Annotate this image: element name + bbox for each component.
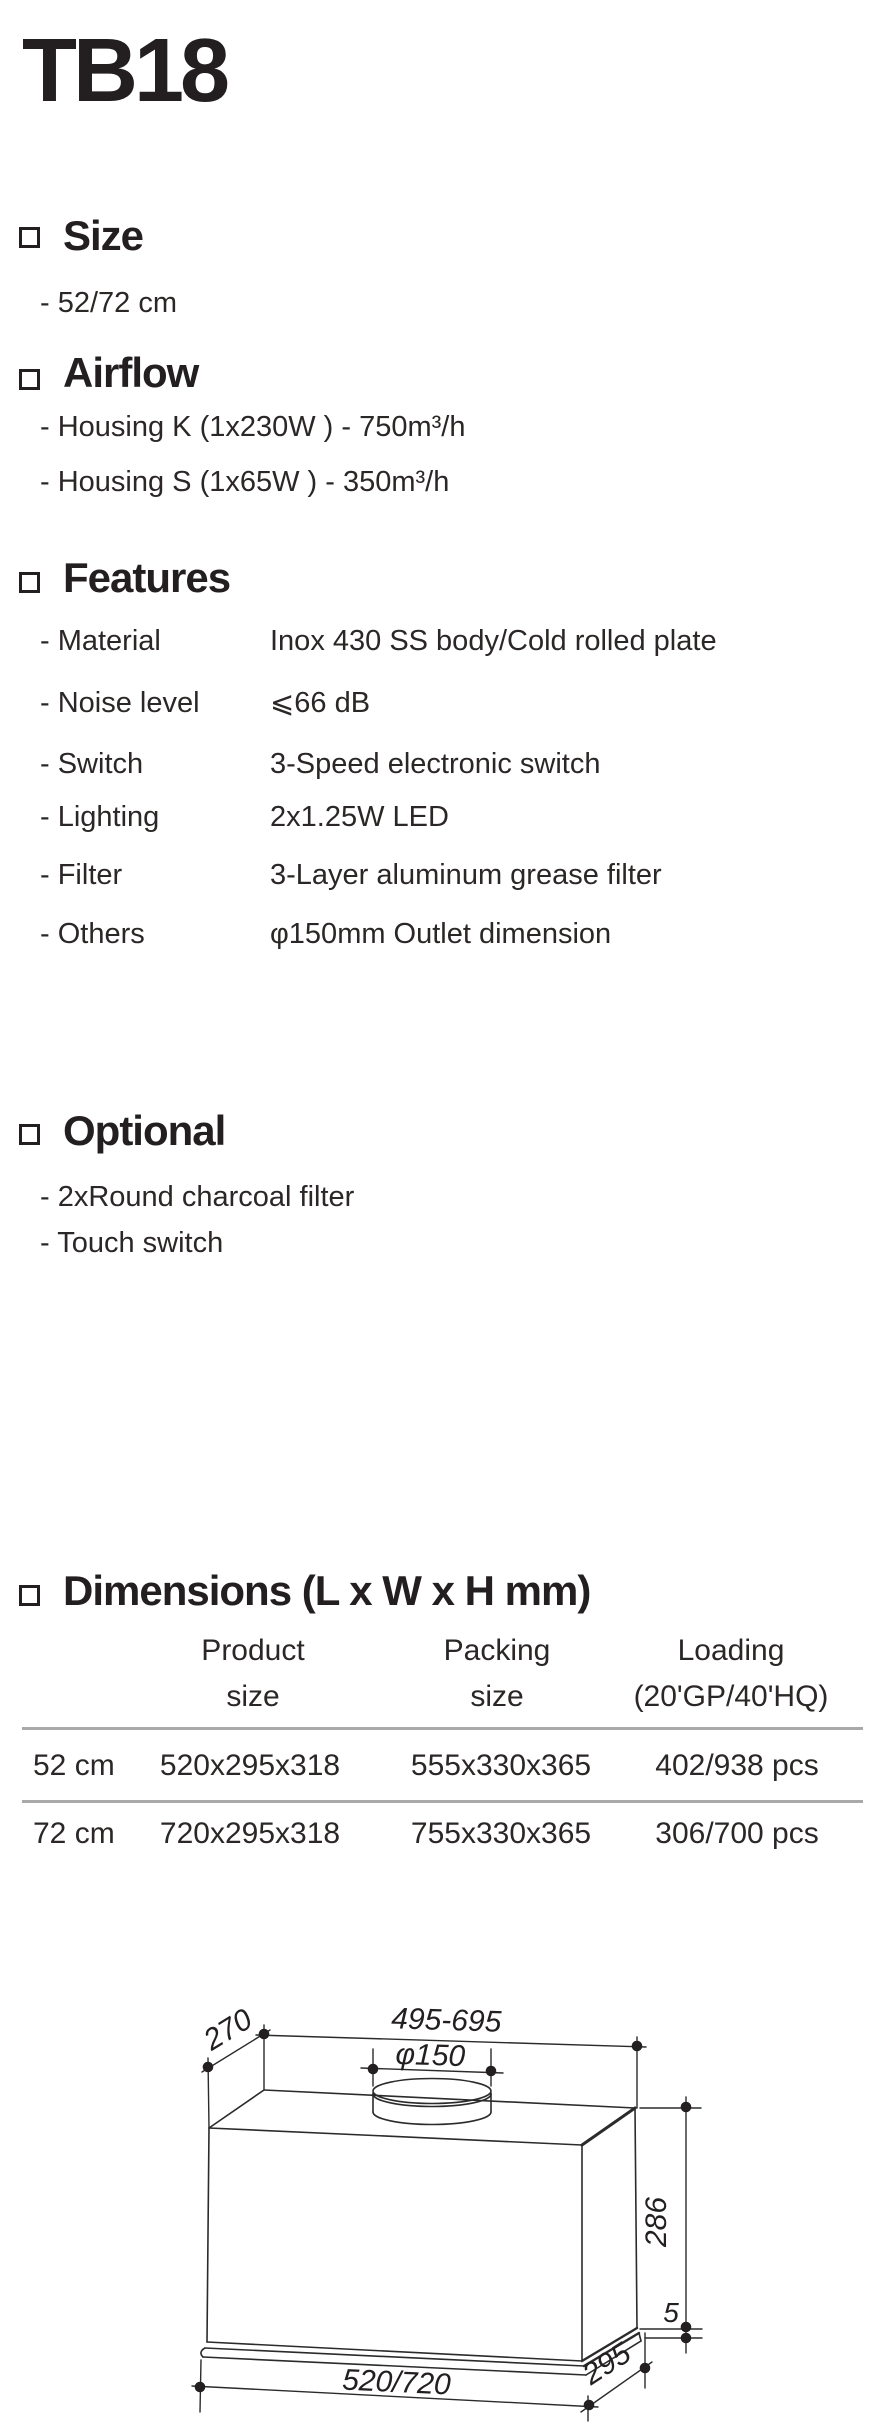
feature-label: - Filter — [40, 859, 123, 891]
square-bullet-icon — [19, 1585, 40, 1606]
feature-value: Inox 430 SS body/Cold rolled plate — [270, 625, 717, 657]
table-header-packing: Packing — [443, 1634, 551, 1667]
section-title-optional: Optional — [63, 1107, 226, 1154]
table-header-product: Product — [201, 1634, 305, 1667]
feature-value: φ150mm Outlet dimension — [270, 918, 612, 950]
feature-label: - Noise level — [40, 687, 200, 719]
square-bullet-icon — [19, 369, 40, 390]
hood-body-outline — [201, 2090, 641, 2375]
table-row-loading: 306/700 pcs — [655, 1817, 819, 1850]
dim-width-bottom: 520/720 — [341, 2363, 452, 2402]
size-item: - 52/72 cm — [40, 287, 177, 319]
dim-outlet-diameter: φ150 — [394, 2037, 466, 2074]
airflow-item: - Housing S (1x65W ) - 350m³/h — [40, 466, 450, 498]
section-title-airflow: Airflow — [63, 349, 199, 396]
table-header-loading: Loading — [677, 1634, 785, 1667]
feature-value: 3-Layer aluminum grease filter — [270, 859, 662, 891]
feature-label: - Material — [40, 625, 161, 657]
table-row-size: 72 cm — [33, 1817, 115, 1850]
optional-item: - Touch switch — [40, 1227, 224, 1259]
dim-depth-top: 270 — [198, 2002, 259, 2058]
dimension-labels — [197, 2002, 679, 2401]
dim-plate-thickness: 5 — [663, 2297, 679, 2328]
optional-item: - 2xRound charcoal filter — [40, 1181, 355, 1213]
feature-value: 2x1.25W LED — [270, 801, 449, 833]
table-row-size: 52 cm — [33, 1749, 115, 1782]
feature-label: - Lighting — [40, 801, 160, 833]
page-title: TB18 — [22, 21, 227, 121]
outlet-cylinder — [373, 2079, 491, 2125]
table-header-product-line2: size — [226, 1680, 280, 1713]
section-title-features: Features — [63, 554, 231, 601]
table-row-packing: 755x330x365 — [410, 1817, 592, 1850]
table-rule — [22, 1800, 863, 1803]
table-header-loading-line2: (20'GP/40'HQ) — [633, 1680, 829, 1713]
dim-depth-bottom: 295 — [576, 2336, 637, 2392]
square-bullet-icon — [19, 1124, 40, 1145]
table-row-product: 520x295x318 — [159, 1749, 341, 1782]
section-title-size: Size — [63, 212, 144, 259]
table-row-product: 720x295x318 — [159, 1817, 341, 1850]
technical-drawing — [150, 1990, 730, 2426]
feature-label: - Switch — [40, 748, 144, 780]
feature-value: 3-Speed electronic switch — [270, 748, 601, 780]
dim-width-top: 495-695 — [390, 2002, 502, 2039]
square-bullet-icon — [19, 572, 40, 593]
square-bullet-icon — [19, 227, 40, 248]
table-header-packing-line2: size — [470, 1680, 524, 1713]
section-title-dimensions: Dimensions (L x W x H mm) — [63, 1567, 591, 1614]
table-row-packing: 555x330x365 — [410, 1749, 592, 1782]
table-rule — [22, 1727, 863, 1730]
feature-value: ⩽66 dB — [270, 687, 371, 719]
airflow-item: - Housing K (1x230W ) - 750m³/h — [40, 411, 466, 443]
feature-label: - Others — [40, 918, 145, 950]
dim-height: 286 — [640, 2196, 673, 2248]
table-row-loading: 402/938 pcs — [655, 1749, 819, 1782]
